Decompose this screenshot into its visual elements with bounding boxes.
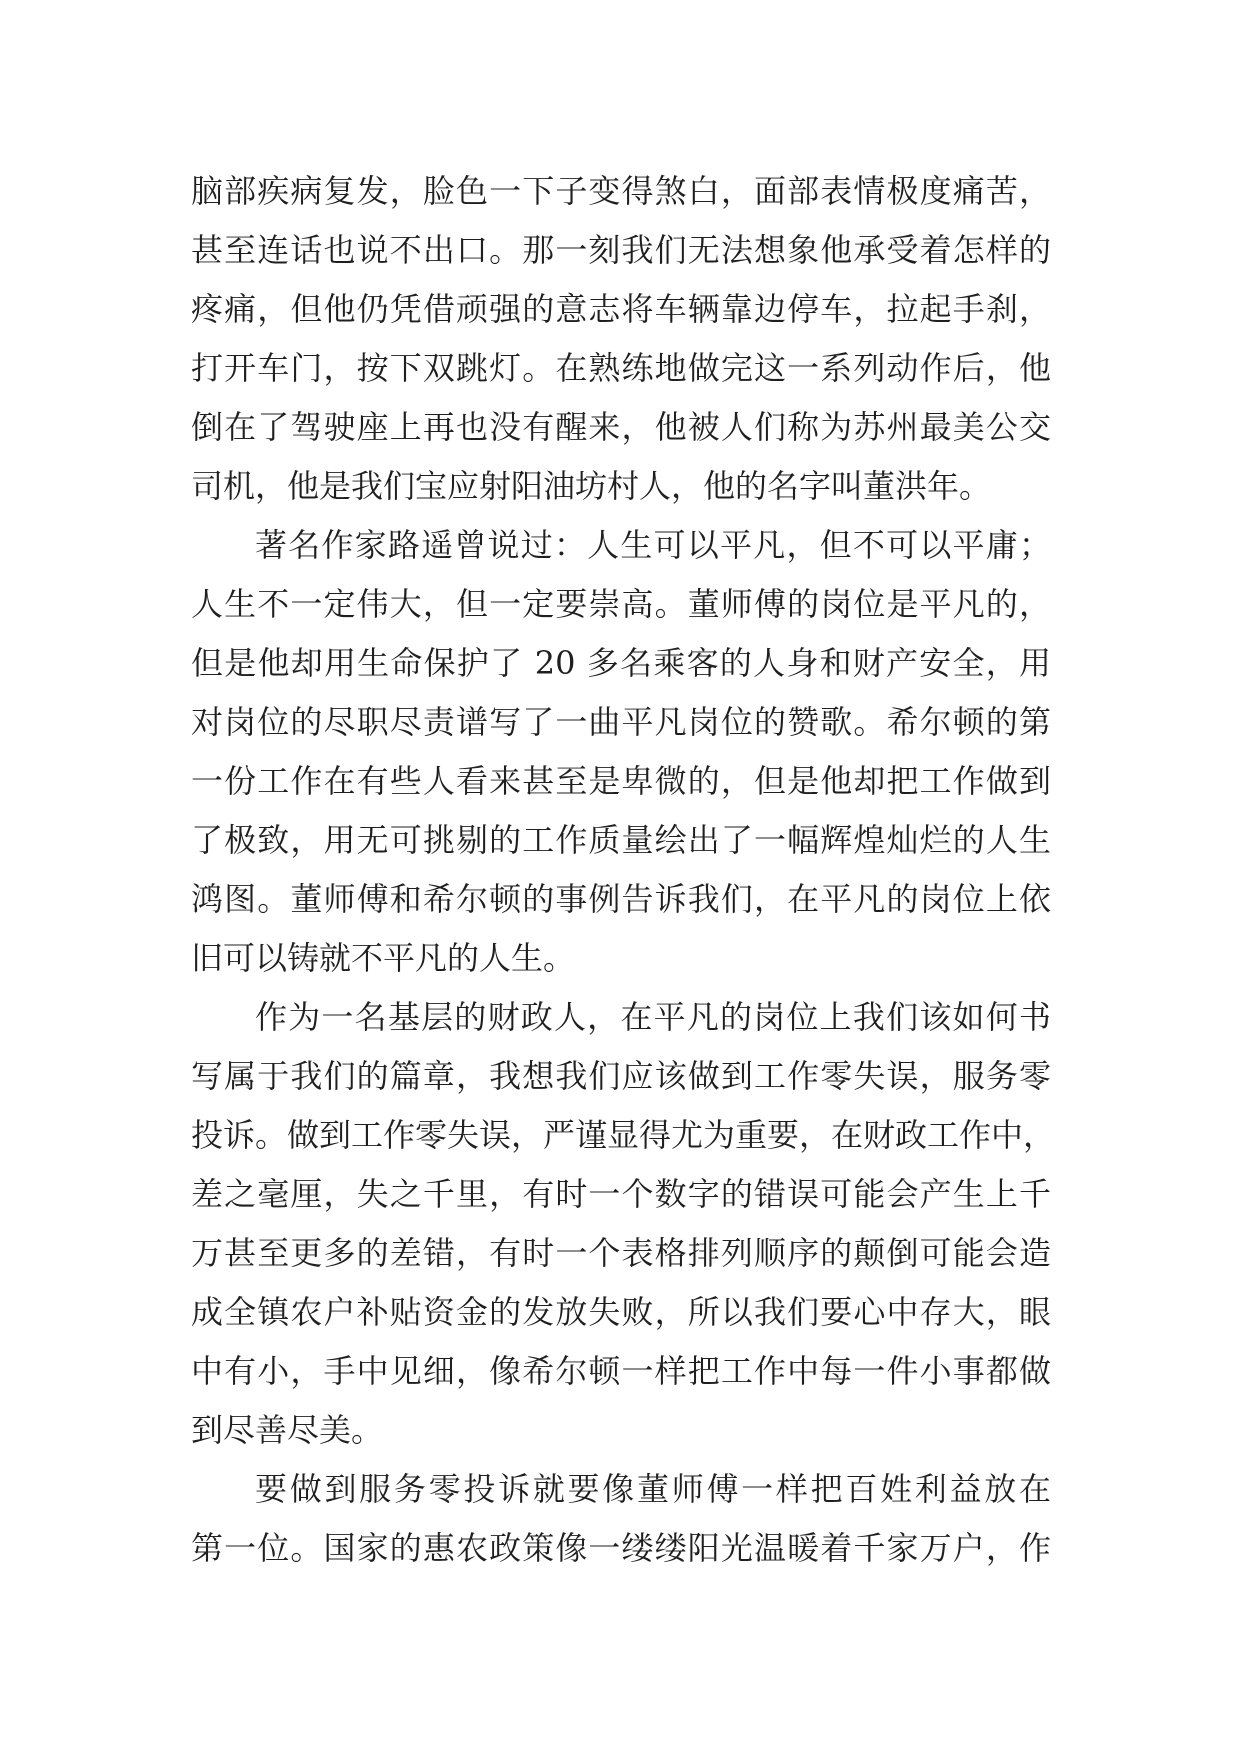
text-line: 第一位。国家的惠农政策像一缕缕阳光温暖着千家万户，作 (191, 1529, 1051, 1567)
paragraph-2 (191, 516, 1051, 988)
text-line: 对岗位的尽职尽责谱写了一曲平凡岗位的赞歌。希尔顿的第 (191, 703, 1051, 741)
text-line: 中有小，手中见细，像希尔顿一样把工作中每一件小事都做 (191, 1352, 1051, 1390)
text-line: 到尽善尽美。 (191, 1411, 384, 1449)
text-line: 了极致，用无可挑剔的工作质量绘出了一幅辉煌灿烂的人生 (191, 821, 1051, 859)
paragraph-1 (191, 162, 1051, 516)
text-line: 鸿图。董师傅和希尔顿的事例告诉我们，在平凡的岗位上依 (191, 880, 1051, 918)
text-line: 差之毫厘，失之千里，有时一个数字的错误可能会产生上千 (191, 1175, 1051, 1213)
text-line: 人生不一定伟大，但一定要崇高。董师傅的岗位是平凡的， (191, 585, 1051, 623)
text-line: 甚至连话也说不出口。那一刻我们无法想象他承受着怎样的 (191, 231, 1051, 269)
text-line: 作为一名基层的财政人，在平凡的岗位上我们该如何书 (255, 998, 1051, 1036)
document-body (191, 162, 1056, 1578)
text-line: 成全镇农户补贴资金的发放失败，所以我们要心中存大，眼 (191, 1293, 1051, 1331)
text-line: 打开车门，按下双跳灯。在熟练地做完这一系列动作后，他 (191, 349, 1051, 387)
text-line: 疼痛，但他仍凭借顽强的意志将车辆靠边停车，拉起手刹， (191, 290, 1051, 328)
text-line: 著名作家路遥曾说过：人生可以平凡，但不可以平庸； (255, 526, 1051, 564)
text-line: 脑部疾病复发，脸色一下子变得煞白，面部表情极度痛苦， (191, 172, 1051, 210)
paragraph-3 (191, 988, 1056, 1460)
text-line: 要做到服务零投诉就要像董师傅一样把百姓利益放在 (255, 1470, 1051, 1508)
text-line: 旧可以铸就不平凡的人生。 (191, 939, 576, 977)
text-line: 投诉。做到工作零失误，严谨显得尤为重要，在财政工作中， (191, 1116, 1056, 1154)
text-line: 万甚至更多的差错，有时一个表格排列顺序的颠倒可能会造 (191, 1234, 1051, 1272)
text-line: 写属于我们的篇章，我想我们应该做到工作零失误，服务零 (191, 1057, 1051, 1095)
paragraph-4 (191, 1460, 1051, 1578)
text-line: 但是他却用生命保护了 20 多名乘客的人身和财产安全，用 (191, 644, 1051, 682)
text-line: 司机，他是我们宝应射阳油坊村人，他的名字叫董洪年。 (191, 467, 992, 505)
text-line: 一份工作在有些人看来甚至是卑微的，但是他却把工作做到 (191, 762, 1051, 800)
text-line: 倒在了驾驶座上再也没有醒来，他被人们称为苏州最美公交 (191, 408, 1051, 446)
